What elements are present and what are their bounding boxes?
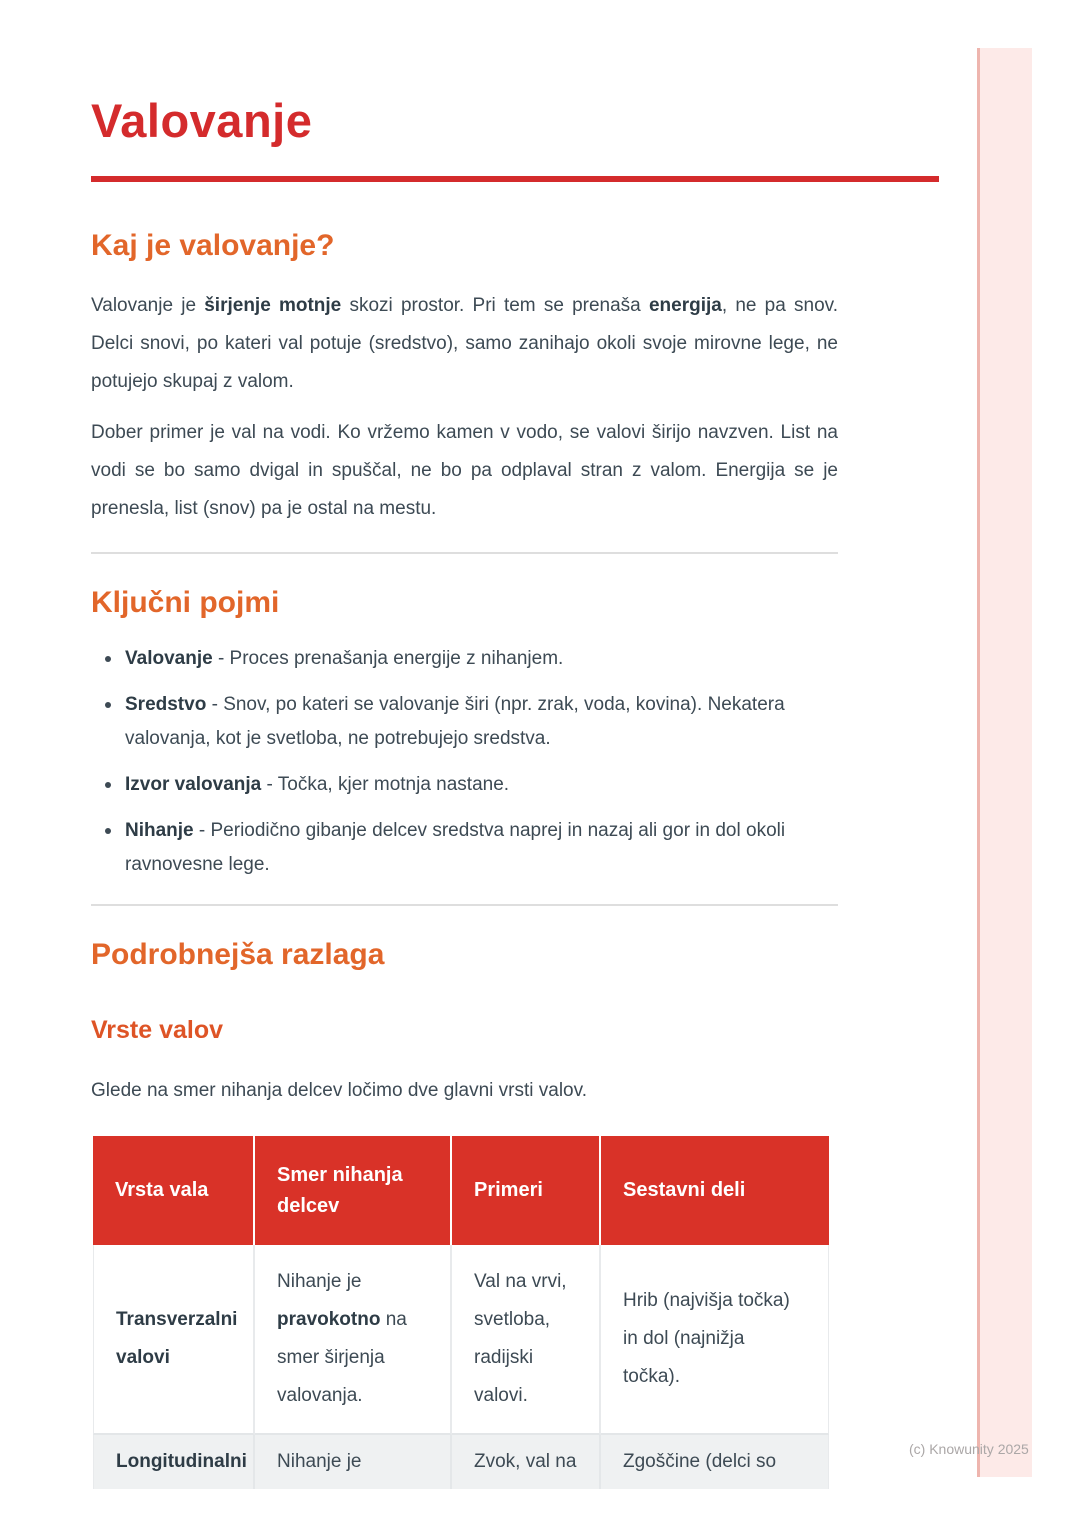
table-cell-parts: Hrib (najvišja točka) in dol (najnižja točka).	[601, 1245, 829, 1435]
table-cell-wave-type: Transverzalni valovi	[93, 1245, 255, 1435]
list-item-sredstvo	[91, 688, 838, 756]
title-rule	[91, 176, 939, 182]
table-cell-examples: Zvok, val na	[452, 1435, 601, 1489]
table-row	[93, 1435, 829, 1489]
table-cell-examples: Val na vrvi, svetloba, radijski valovi.	[452, 1245, 601, 1435]
table-header-cell: Sestavni deli	[601, 1136, 829, 1245]
term-label: Sredstvo	[125, 694, 207, 715]
term-label: Izvor valovanja	[125, 774, 262, 795]
term-label: Valovanje	[125, 648, 213, 669]
table-cell-wave-type: Longitudinalni	[93, 1435, 255, 1489]
table-header-cell: Smer nihanja delcev	[255, 1136, 452, 1245]
wave-types-table	[93, 1136, 829, 1489]
list-item-valovanje	[91, 642, 838, 676]
table-header-cell: Primeri	[452, 1136, 601, 1245]
list-item-nihanje	[91, 814, 838, 882]
section-divider	[91, 552, 838, 554]
key-terms-list	[91, 642, 838, 894]
list-item-izvor-valovanja	[91, 768, 838, 802]
footer-copyright: (c) Knowunity 2025	[909, 1441, 1029, 1457]
table-cell-direction: Nihanje je	[255, 1435, 452, 1489]
term-description: - Snov, po kateri se valovanje širi (npr. zrak, voda, kovina). Nekatera valovanja, kot je svetloba, ne potrebujejo sredstva.	[125, 694, 785, 749]
term-description: - Periodično gibanje delcev sredstva naprej in nazaj ali gor in dol okoli ravnovesne lege.	[125, 820, 786, 875]
wave-types-intro: Glede na smer nihanja delcev ločimo dve glavni vrsti valov.	[91, 1080, 587, 1101]
term-description: - Točka, kjer motnja nastane.	[261, 774, 510, 795]
intro-paragraph-1: Valovanje je širjenje motnje skozi prostor. Pri tem se prenaša energija, ne pa snov. Delci snovi, po kateri val potuje (sredstvo), samo zanihajo okoli svoje mirovne lege, ne potujejo skupaj z valom.	[91, 295, 838, 392]
subsection-heading-wave-types: Vrste valov	[91, 1016, 224, 1044]
term-description: - Proces prenašanja energije z nihanjem.	[212, 648, 564, 669]
table-cell-parts: Zgoščine (delci so	[601, 1435, 829, 1489]
table-header-cell: Vrsta vala	[93, 1136, 255, 1245]
table-cell-direction: Nihanje je pravokotno na smer širjenja valovanja.	[255, 1245, 452, 1435]
section-heading-details: Podrobnejša razlaga	[91, 938, 385, 971]
section-divider	[91, 904, 838, 906]
table-row	[93, 1245, 829, 1435]
intro-paragraph-2: Dober primer je val na vodi. Ko vržemo kamen v vodo, se valovi širijo navzven. List na vodi se bo samo dvigal in spuščal, ne bo pa odplaval stran z valom. Energija se je prenesla, list (snov) pa je ostal na mestu.	[91, 422, 838, 519]
page-title: Valovanje	[91, 94, 313, 147]
table-header-row	[93, 1136, 829, 1245]
term-label: Nihanje	[125, 820, 194, 841]
side-accent-bar	[977, 48, 1032, 1477]
section-heading-intro: Kaj je valovanje?	[91, 229, 335, 262]
section-heading-key-terms: Ključni pojmi	[91, 586, 280, 619]
